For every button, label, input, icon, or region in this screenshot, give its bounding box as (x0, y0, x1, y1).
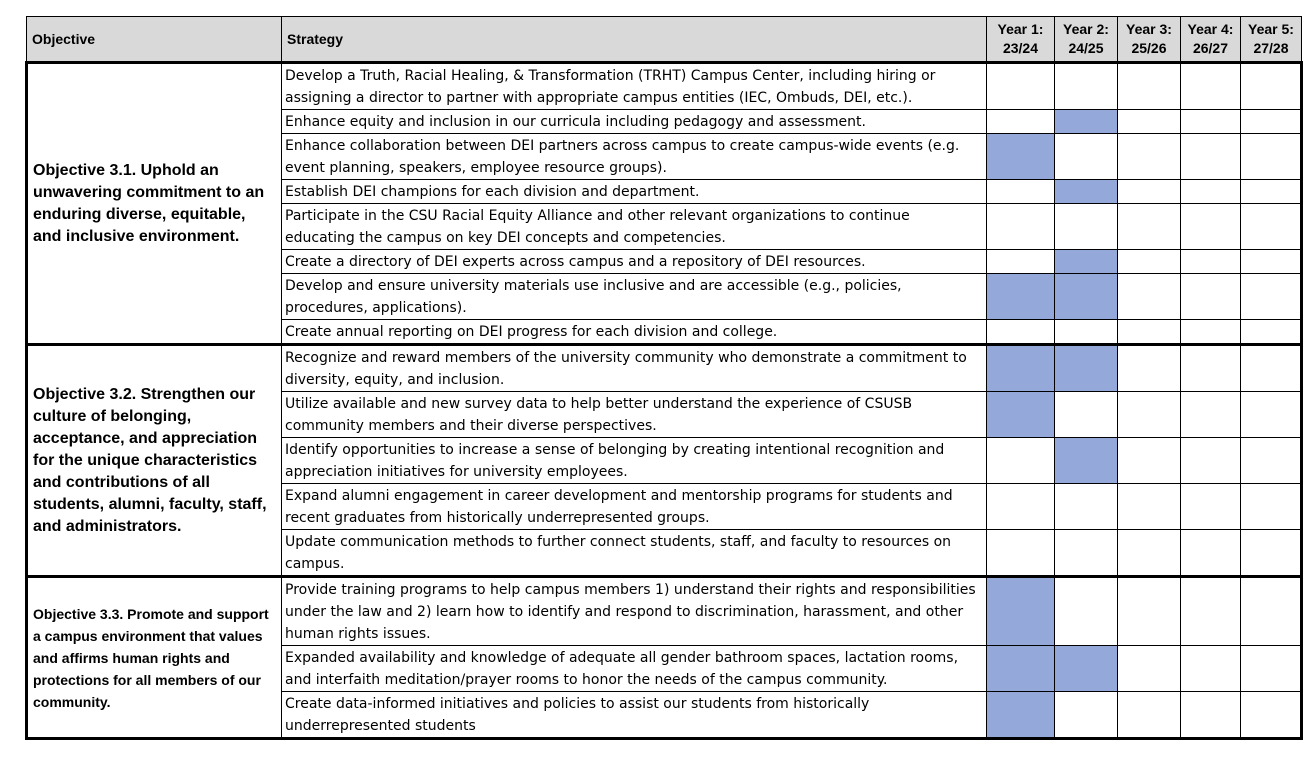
strategy-cell: Identify opportunities to increase a sense of belonging by creating intentional recognition and appreciation initiatives for university employees. (282, 438, 987, 484)
year-cell (1241, 392, 1302, 438)
strategy-cell: Expanded availability and knowledge of adequate all gender bathroom spaces, lactation rooms, and interfaith meditation/prayer rooms to honor the needs of the campus community. (282, 646, 987, 692)
objective-group-3-1 (27, 63, 1302, 345)
year-range: 23/24 (1002, 40, 1039, 56)
objective-3-3-text: Objective 3.3. Promote and support a campus environment that values and affirms human rights and protections for all members of our community. (27, 577, 282, 739)
strategy-cell: Develop a Truth, Racial Healing, & Transformation (TRHT) Campus Center, including hiring or assigning a director to partner with appropriate campus entities (IEC, Ombuds, DEI, etc.). (282, 63, 987, 110)
year-cell (1118, 204, 1181, 250)
year-cell (987, 577, 1055, 646)
year-range: 24/25 (1068, 40, 1104, 56)
objective-group-3-2 (27, 345, 1302, 577)
year-cell (1118, 180, 1181, 204)
year-cell (987, 692, 1055, 739)
objective-3-1-text: Objective 3.1. Uphold an unwavering commitment to an enduring diverse, equitable, and inclusive environment. (27, 63, 282, 345)
year-cell (1055, 110, 1118, 134)
header-objective: Objective (27, 17, 282, 63)
year-cell (1181, 274, 1241, 320)
year-cell (1241, 250, 1302, 274)
strategic-plan-table (25, 16, 1303, 740)
header-year-4 (1181, 17, 1241, 63)
year-cell (987, 392, 1055, 438)
year-cell (987, 530, 1055, 577)
year-cell (1055, 484, 1118, 530)
year-cell (1118, 250, 1181, 274)
objective-3-2-text: Objective 3.2. Strengthen our culture of belonging, acceptance, and appreciation for the unique characteristics and contributions of all students, alumni, faculty, staff, and administrators. (27, 345, 282, 577)
year-cell (1055, 530, 1118, 577)
year-range: 27/28 (1253, 40, 1289, 56)
strategy-cell: Participate in the CSU Racial Equity Alliance and other relevant organizations to continue educating the campus on key DEI concepts and competencies. (282, 204, 987, 250)
year-cell (1055, 646, 1118, 692)
year-cell (1181, 345, 1241, 392)
year-label: Year 1: (997, 21, 1044, 37)
year-cell (1055, 180, 1118, 204)
year-cell (1181, 250, 1241, 274)
strategy-cell: Enhance equity and inclusion in our curricula including pedagogy and assessment. (282, 110, 987, 134)
year-cell (1241, 180, 1302, 204)
year-cell (1118, 274, 1181, 320)
year-cell (1118, 692, 1181, 739)
strategy-cell: Provide training programs to help campus members 1) understand their rights and responsibilities under the law and 2) learn how to identify and respond to discrimination, harassment, and other human rights issues. (282, 577, 987, 646)
table-header (27, 17, 1302, 63)
year-cell (1181, 204, 1241, 250)
header-year-5 (1241, 17, 1302, 63)
year-cell (1181, 530, 1241, 577)
year-cell (1055, 274, 1118, 320)
year-cell (1118, 110, 1181, 134)
year-cell (1181, 438, 1241, 484)
year-cell (1181, 484, 1241, 530)
header-year-1 (987, 17, 1055, 63)
strategy-cell: Expand alumni engagement in career development and mentorship programs for students and recent graduates from historically underrepresented groups. (282, 484, 987, 530)
year-cell (1055, 392, 1118, 438)
year-cell (1055, 577, 1118, 646)
year-cell (1241, 577, 1302, 646)
strategy-cell: Create data-informed initiatives and policies to assist our students from historically underrepresented students (282, 692, 987, 739)
strategy-cell: Create annual reporting on DEI progress for each division and college. (282, 320, 987, 345)
year-cell (1118, 530, 1181, 577)
year-cell (1181, 110, 1241, 134)
year-cell (1181, 577, 1241, 646)
year-cell (1181, 134, 1241, 180)
year-cell (1241, 63, 1302, 110)
year-cell (1181, 320, 1241, 345)
year-cell (1181, 646, 1241, 692)
year-cell (1118, 438, 1181, 484)
strategy-cell: Establish DEI champions for each division and department. (282, 180, 987, 204)
year-cell (987, 320, 1055, 345)
year-cell (1241, 110, 1302, 134)
year-cell (1118, 484, 1181, 530)
year-cell (1241, 530, 1302, 577)
year-cell (1118, 392, 1181, 438)
year-cell (1181, 180, 1241, 204)
year-cell (987, 110, 1055, 134)
header-year-3 (1118, 17, 1181, 63)
year-cell (1118, 320, 1181, 345)
strategy-cell: Develop and ensure university materials use inclusive and are accessible (e.g., policies, procedures, applications). (282, 274, 987, 320)
year-cell (1118, 345, 1181, 392)
year-label: Year 4: (1187, 21, 1234, 37)
year-cell (1181, 63, 1241, 110)
strategy-cell: Recognize and reward members of the university community who demonstrate a commitment to diversity, equity, and inclusion. (282, 345, 987, 392)
year-cell (1118, 63, 1181, 110)
header-strategy: Strategy (282, 17, 987, 63)
objective-group-3-3 (27, 577, 1302, 739)
year-cell (1241, 134, 1302, 180)
year-cell (987, 204, 1055, 250)
year-label: Year 3: (1126, 21, 1172, 37)
year-cell (1118, 134, 1181, 180)
year-cell (1241, 320, 1302, 345)
year-cell (987, 646, 1055, 692)
year-cell (987, 484, 1055, 530)
header-row (27, 17, 1302, 63)
header-year-2 (1055, 17, 1118, 63)
table-row (27, 63, 1302, 110)
year-cell (1118, 646, 1181, 692)
year-cell (1055, 438, 1118, 484)
strategy-cell: Utilize available and new survey data to help better understand the experience of CSUSB community members and their diverse perspectives. (282, 392, 987, 438)
year-cell (1181, 692, 1241, 739)
year-cell (1241, 345, 1302, 392)
year-label: Year 5: (1248, 21, 1294, 37)
year-cell (987, 438, 1055, 484)
year-range: 26/27 (1192, 40, 1229, 56)
year-cell (1118, 577, 1181, 646)
year-cell (987, 180, 1055, 204)
year-cell (1181, 392, 1241, 438)
year-cell (1241, 646, 1302, 692)
year-cell (1241, 438, 1302, 484)
strategy-cell: Enhance collaboration between DEI partners across campus to create campus-wide events (e.g. event planning, speakers, employee resource groups). (282, 134, 987, 180)
year-cell (1055, 63, 1118, 110)
year-cell (1241, 274, 1302, 320)
year-cell (1241, 692, 1302, 739)
strategy-cell: Update communication methods to further connect students, staff, and faculty to resources on campus. (282, 530, 987, 577)
year-label: Year 2: (1063, 21, 1109, 37)
table-row (27, 577, 1302, 646)
year-cell (1055, 320, 1118, 345)
year-cell (1241, 484, 1302, 530)
year-cell (1055, 345, 1118, 392)
year-cell (987, 274, 1055, 320)
year-cell (987, 250, 1055, 274)
year-cell (1055, 134, 1118, 180)
year-range: 25/26 (1131, 40, 1167, 56)
year-cell (987, 345, 1055, 392)
year-cell (987, 134, 1055, 180)
strategy-cell: Create a directory of DEI experts across campus and a repository of DEI resources. (282, 250, 987, 274)
year-cell (1055, 204, 1118, 250)
year-cell (1055, 250, 1118, 274)
year-cell (1055, 692, 1118, 739)
table-row (27, 345, 1302, 392)
year-cell (987, 63, 1055, 110)
year-cell (1241, 204, 1302, 250)
